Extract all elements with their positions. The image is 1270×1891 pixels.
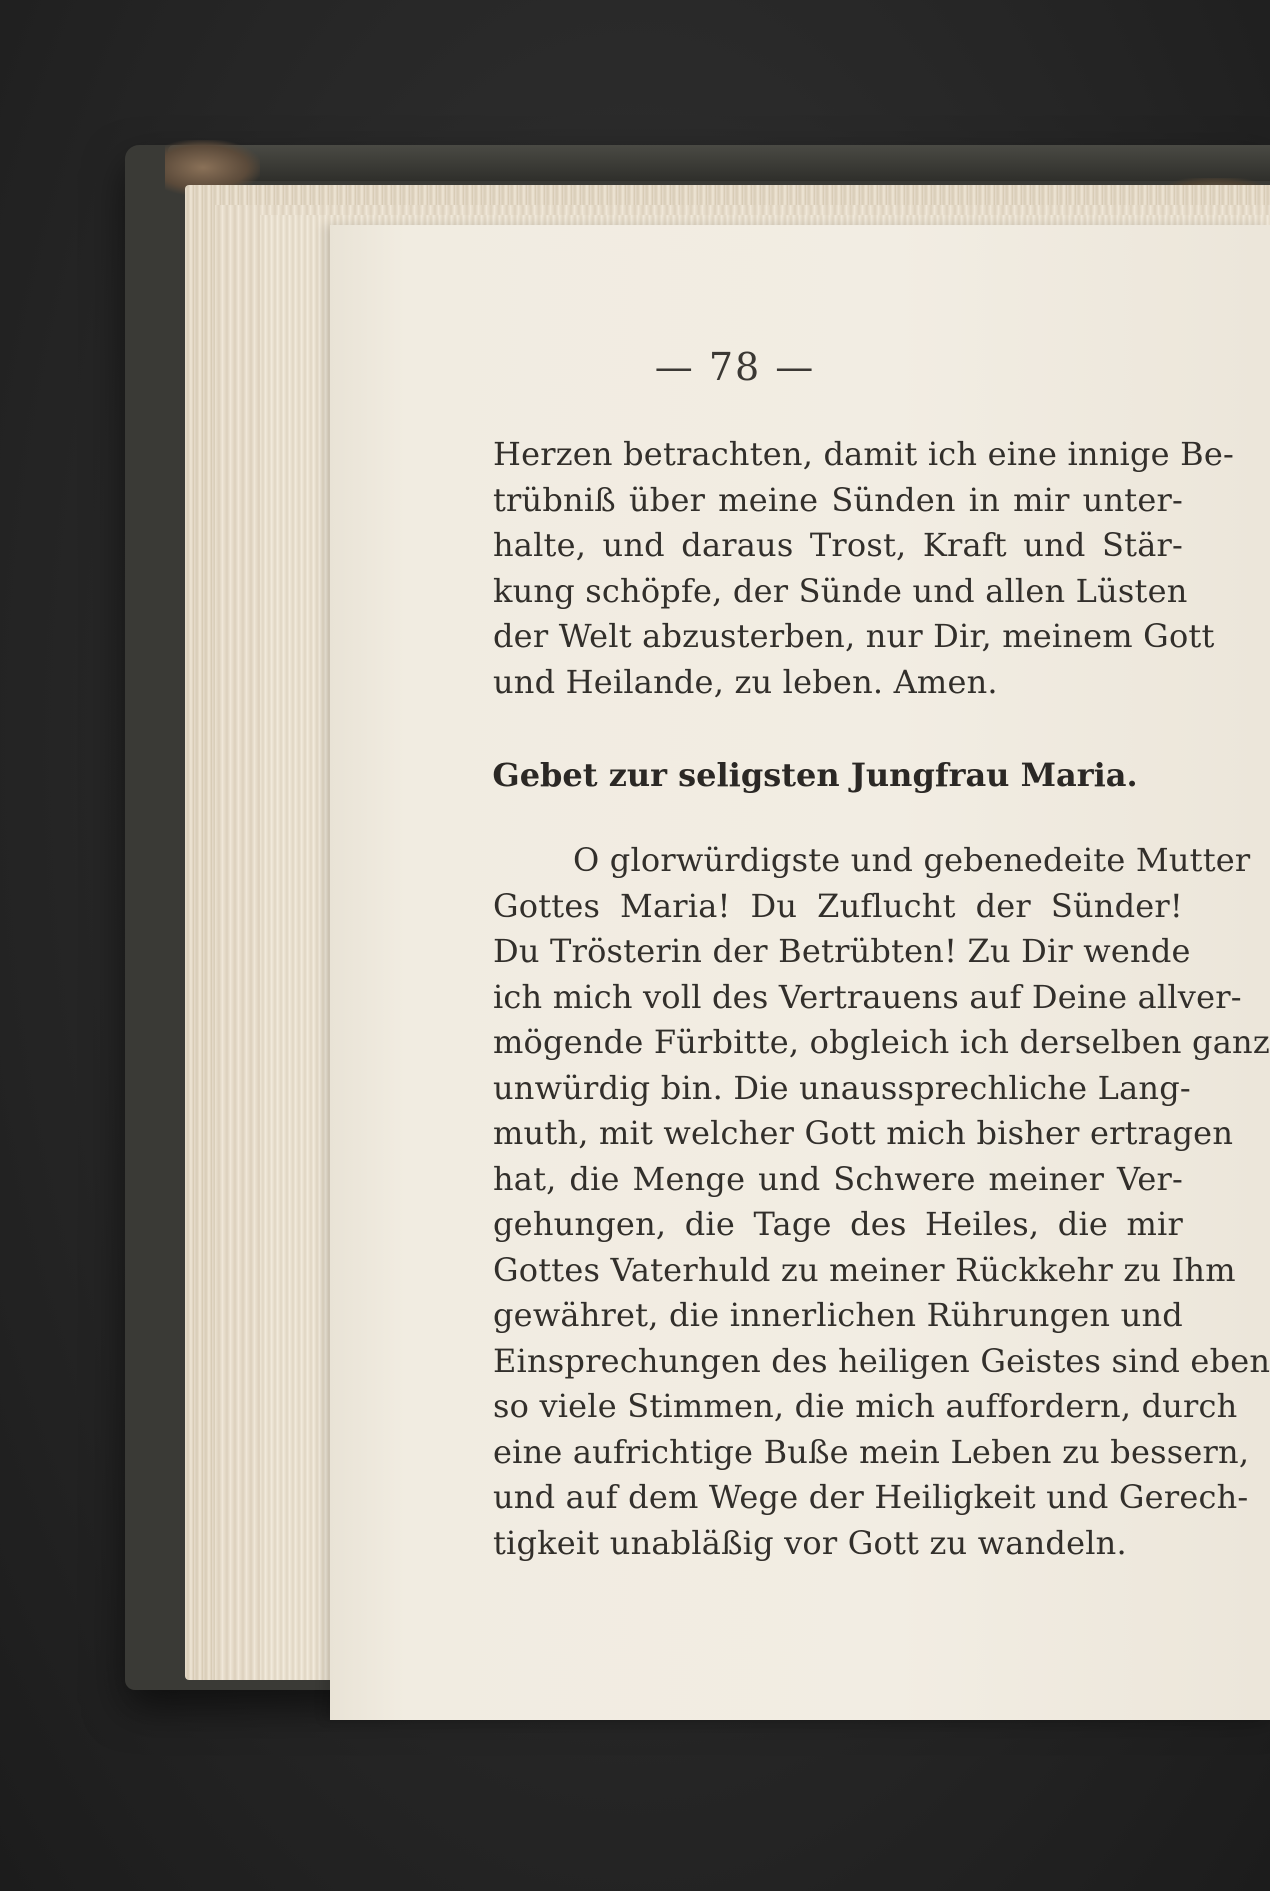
- prayer-heading: Gebet zur seligsten Jungfrau Maria.: [492, 756, 1138, 794]
- paragraph-continuation: [493, 432, 1235, 706]
- text-line: mögende Fürbitte, obgleich ich derselben ganz: [493, 1023, 1270, 1061]
- text-line: so viele Stimmen, die mich auffordern, durch: [493, 1387, 1238, 1425]
- text-line: hat, die Menge und Schwere meiner Ver-: [493, 1159, 1183, 1198]
- text-line: Herzen betrachten, damit ich eine innige Be-: [493, 435, 1235, 473]
- text-line: Einsprechungen des heiligen Geistes sind eben: [493, 1341, 1270, 1380]
- text-line: und Heilande, zu leben. Amen.: [493, 662, 998, 701]
- text-line: halte, und daraus Trost, Kraft und Stär-: [493, 526, 1183, 565]
- text-line: eine aufrichtige Buße mein Leben zu bessern,: [493, 1432, 1250, 1471]
- text-line: Gottes Vaterhuld zu meiner Rückkehr zu Ihm: [493, 1250, 1236, 1289]
- text-line: trübniß über meine Sünden in mir unter-: [493, 480, 1183, 519]
- text-line: muth, mit welcher Gott mich bisher ertragen: [493, 1114, 1234, 1152]
- text-line: und auf dem Wege der Heiligkeit und Gerech-: [493, 1478, 1249, 1516]
- text-line: kung schöpfe, der Sünde und allen Lüsten: [493, 571, 1188, 610]
- text-line: unwürdig bin. Die unaussprechliche Lang-: [493, 1068, 1191, 1107]
- text-line: gewähret, die innerlichen Rührungen und: [493, 1296, 1183, 1334]
- text-line: der Welt abzusterben, nur Dir, meinem Gott: [493, 617, 1215, 656]
- prayer-paragraph: [493, 838, 1270, 1566]
- book-cover-top-edge: [168, 145, 1270, 181]
- text-line: Gottes Maria! Du Zuflucht der Sünder!: [493, 886, 1183, 925]
- text-line: gehungen, die Tage des Heiles, die mir: [493, 1205, 1183, 1243]
- text-line: Du Trösterin der Betrübten! Zu Dir wende: [493, 932, 1191, 970]
- text-line: ich mich voll des Vertrauens auf Deine allver-: [493, 977, 1242, 1016]
- text-line: O glorwürdigste und gebenedeite Mutter: [573, 841, 1251, 879]
- text-line: tigkeit unabläßig vor Gott zu wandeln.: [493, 1523, 1127, 1562]
- page-number: — 78 —: [654, 345, 816, 389]
